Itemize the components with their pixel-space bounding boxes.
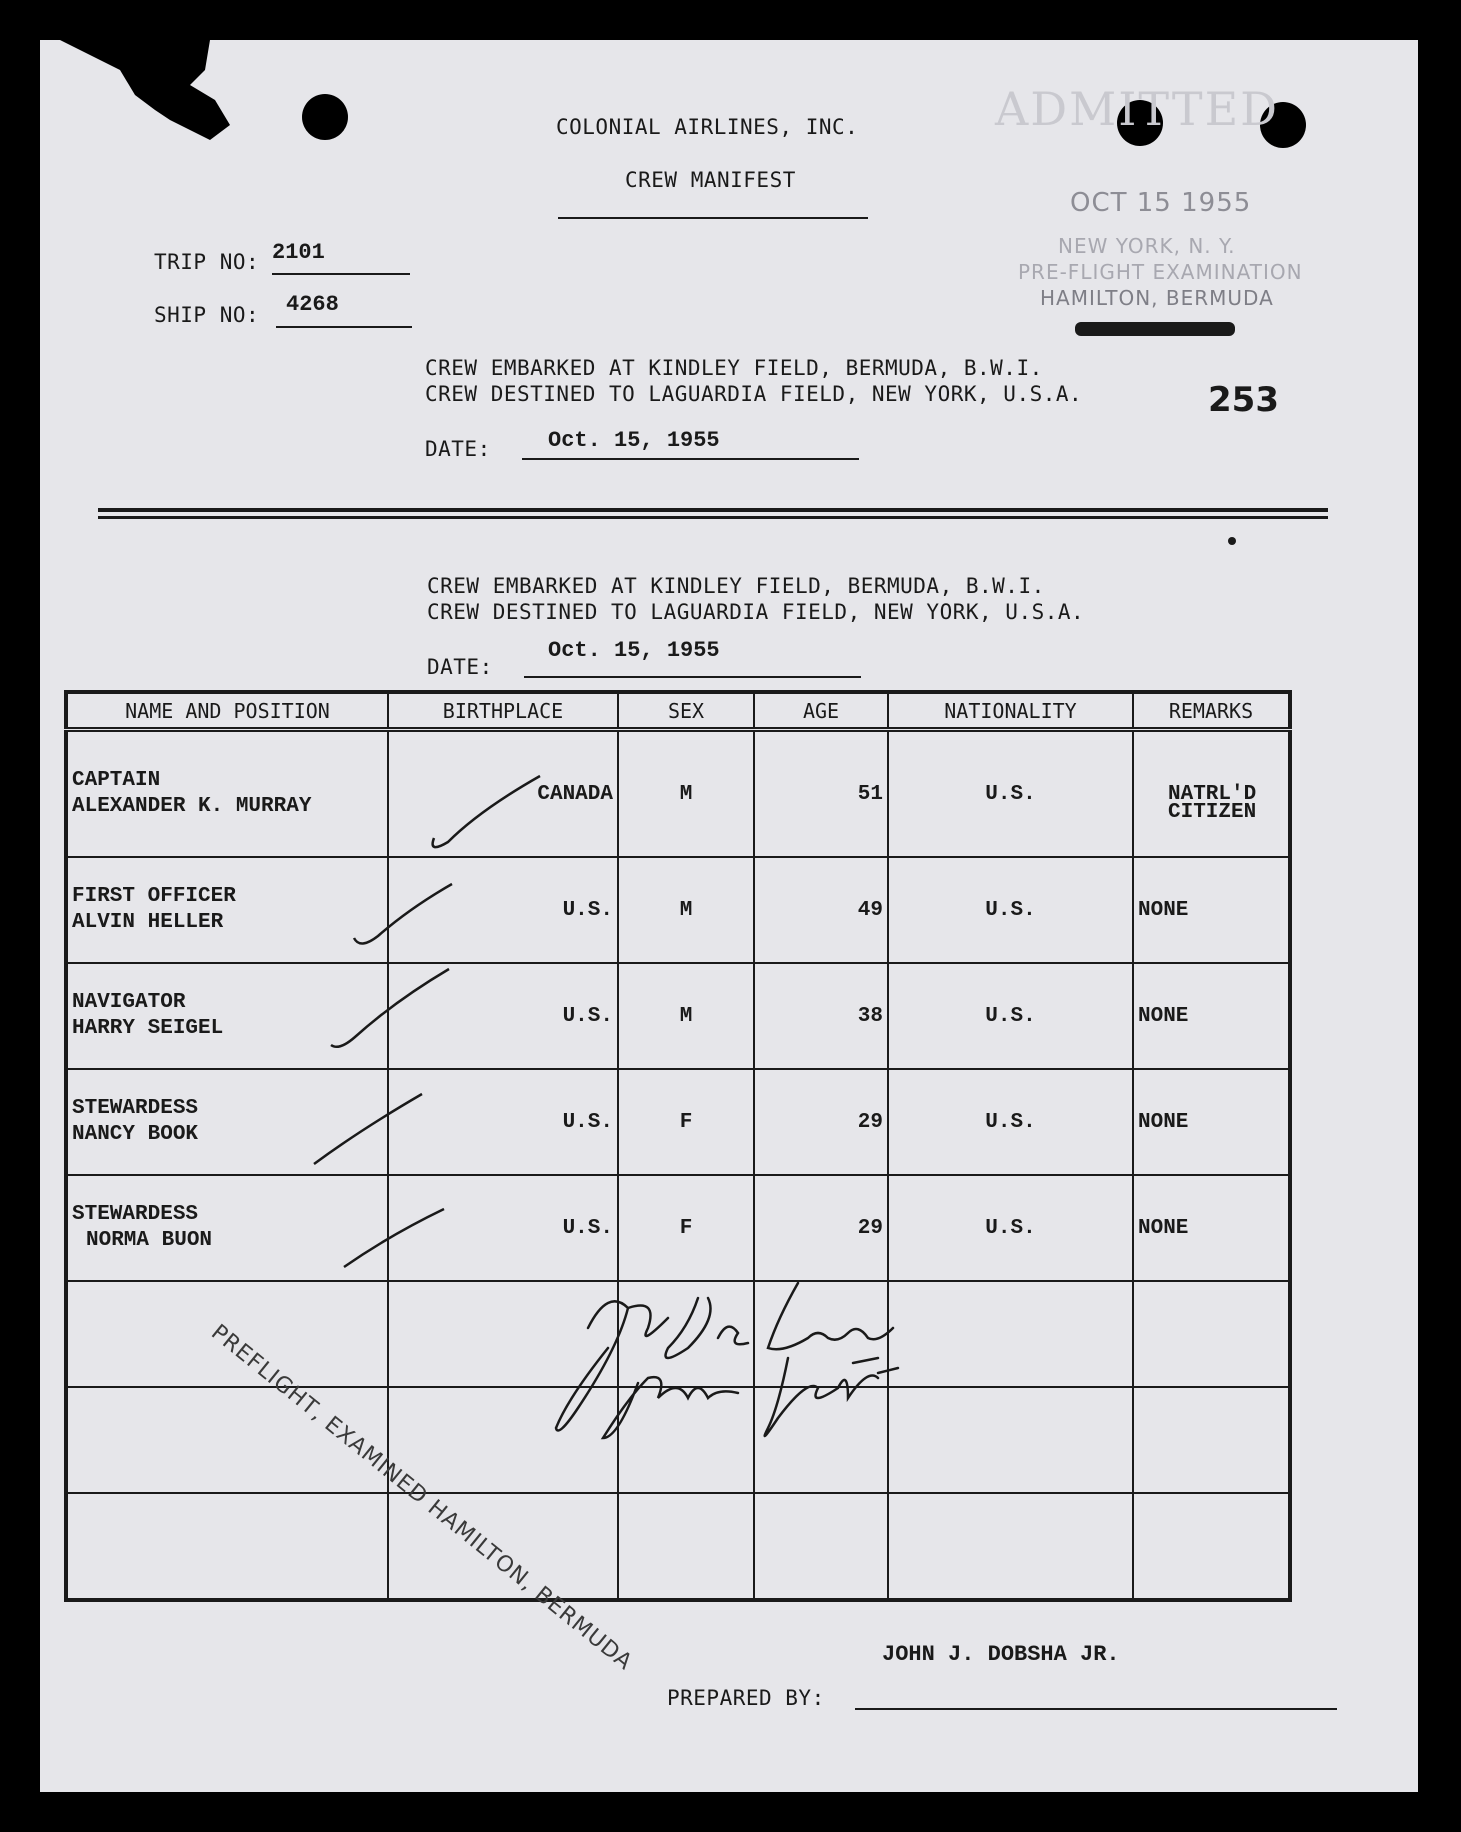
- table-row: [66, 963, 1290, 1069]
- crew-name: NORMA BUON: [86, 1229, 213, 1252]
- nationality-cell: U.S.: [888, 730, 1133, 858]
- admitted-stamp-text: ADMITTED: [995, 82, 1280, 136]
- crew-position: FIRST OFFICER: [72, 885, 236, 908]
- trip-underline: [272, 273, 410, 275]
- crew-position: NAVIGATOR: [72, 991, 186, 1014]
- nationality-cell: U.S.: [888, 1069, 1133, 1175]
- age-cell: 29: [754, 1175, 888, 1281]
- ship-label: SHIP NO:: [154, 303, 260, 327]
- crew-name: HARRY SEIGEL: [72, 1017, 224, 1040]
- birthplace-cell: U.S.: [388, 963, 618, 1069]
- destined-line: CREW DESTINED TO LAGUARDIA FIELD, NEW YORK, U.S.A.: [427, 600, 1085, 624]
- table-row: [66, 1069, 1290, 1175]
- stamp-line-1: NEW YORK, N. Y.: [1058, 234, 1236, 258]
- date-value: Oct. 15, 1955: [548, 428, 720, 453]
- ink-dot: [1228, 537, 1236, 545]
- prepared-by-label: PREPARED BY:: [667, 1686, 825, 1710]
- prepared-underline: [855, 1708, 1337, 1710]
- age-cell: 29: [754, 1069, 888, 1175]
- crew-table: [64, 690, 1292, 1602]
- age-cell: 38: [754, 963, 888, 1069]
- stamp-redaction: [1075, 322, 1235, 336]
- remarks-cell: NONE: [1133, 1175, 1290, 1281]
- trip-label: TRIP NO:: [154, 250, 260, 274]
- preparer-name: JOHN J. DOBSHA JR.: [882, 1642, 1120, 1667]
- page-number: 253: [1208, 380, 1279, 420]
- remarks-cell: NATRL'D CITIZEN: [1133, 730, 1290, 858]
- birthplace-cell: CANADA: [388, 730, 618, 858]
- nationality-cell: U.S.: [888, 963, 1133, 1069]
- crew-name: ALEXANDER K. MURRAY: [72, 795, 312, 818]
- age-cell: 49: [754, 857, 888, 963]
- remarks-cell: NONE: [1133, 1069, 1290, 1175]
- crew-name-cell: [66, 857, 388, 963]
- preflight-stamp: PREFLIGHT, EXAMINED HAMILTON, BERMUDA: [206, 1320, 638, 1676]
- punch-hole: [302, 94, 348, 140]
- table-row-empty: [66, 1493, 1290, 1600]
- date-underline: [524, 676, 861, 678]
- crew-name-cell: [66, 730, 388, 858]
- date-value: Oct. 15, 1955: [548, 638, 720, 663]
- header-birthplace: BIRTHPLACE: [388, 692, 618, 730]
- table-header-row: [66, 692, 1290, 730]
- header-sex: SEX: [618, 692, 754, 730]
- header-name-position: NAME AND POSITION: [66, 692, 388, 730]
- ship-underline: [276, 326, 412, 328]
- sex-cell: F: [618, 1069, 754, 1175]
- sex-cell: F: [618, 1175, 754, 1281]
- form-title: CREW MANIFEST: [625, 168, 796, 192]
- header-age: AGE: [754, 692, 888, 730]
- crew-name: ALVIN HELLER: [72, 911, 224, 934]
- check-mark: [325, 965, 455, 1060]
- crew-position: CAPTAIN: [72, 769, 161, 792]
- check-mark: [348, 880, 458, 960]
- date-underline: [522, 458, 859, 460]
- remarks-cell: NONE: [1133, 857, 1290, 963]
- sex-cell: M: [618, 963, 754, 1069]
- stamp-line-2: PRE-FLIGHT EXAMINATION: [1018, 260, 1303, 284]
- ship-value: 4268: [286, 292, 339, 317]
- table-row: [66, 1175, 1290, 1281]
- header-nationality: NATIONALITY: [888, 692, 1133, 730]
- sex-cell: M: [618, 857, 754, 963]
- embarked-line: CREW EMBARKED AT KINDLEY FIELD, BERMUDA, B.W.I.: [425, 356, 1043, 380]
- sex-cell: M: [618, 730, 754, 858]
- table-row: [66, 857, 1290, 963]
- nationality-cell: U.S.: [888, 1175, 1133, 1281]
- date-label: DATE:: [425, 437, 491, 461]
- separator-rule: [98, 508, 1328, 512]
- birthplace-cell: U.S.: [388, 1069, 618, 1175]
- stamp-date: OCT 15 1955: [1070, 188, 1252, 218]
- table-row: [66, 730, 1290, 858]
- torn-corner: [40, 40, 240, 150]
- company-name: COLONIAL AIRLINES, INC.: [556, 115, 859, 139]
- check-mark: [310, 1090, 430, 1170]
- remarks-cell: NONE: [1133, 963, 1290, 1069]
- check-mark: [420, 770, 550, 850]
- age-cell: 51: [754, 730, 888, 858]
- stamp-line-3: HAMILTON, BERMUDA: [1040, 286, 1274, 310]
- birthplace-cell: U.S.: [388, 1175, 618, 1281]
- date-label: DATE:: [427, 655, 493, 679]
- crew-position: STEWARDESS: [72, 1203, 199, 1226]
- destined-line: CREW DESTINED TO LAGUARDIA FIELD, NEW YORK, U.S.A.: [425, 382, 1083, 406]
- trip-value: 2101: [272, 240, 325, 265]
- header-remarks: REMARKS: [1133, 692, 1290, 730]
- nationality-cell: U.S.: [888, 857, 1133, 963]
- handwritten-signature: [548, 1278, 918, 1448]
- crew-position: STEWARDESS: [72, 1097, 199, 1120]
- separator-rule: [98, 516, 1328, 519]
- title-underline: [558, 217, 868, 219]
- check-mark: [340, 1205, 450, 1275]
- crew-name: NANCY BOOK: [72, 1123, 199, 1146]
- embarked-line: CREW EMBARKED AT KINDLEY FIELD, BERMUDA, B.W.I.: [427, 574, 1045, 598]
- birthplace-cell: U.S.: [388, 857, 618, 963]
